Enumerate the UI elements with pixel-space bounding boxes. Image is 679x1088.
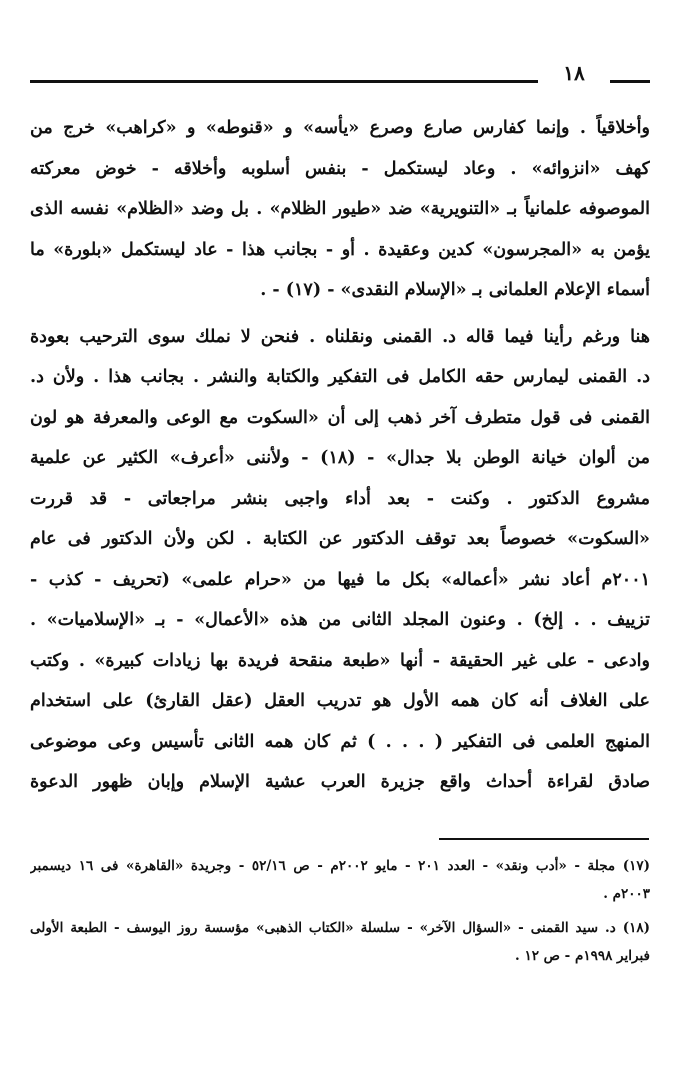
text-line: من ألوان خيانة الوطن بلا جدال» - (١٨) - ولأننى «أعرف» الكثير عن علمية [30, 448, 650, 468]
text-line: «السكوت» خصوصاً بعد توقف الدكتور عن الكتابة . لكن ولأن الدكتور فى عام [30, 529, 650, 549]
footnote-line: فبراير ١٩٩٨م - ص ١٢ . [515, 948, 650, 964]
text-line: وأخلاقياً . وإنما كفارس صارع وصرع «يأسه» و «قنوطه» و «كراهب» خرج من [30, 118, 650, 138]
text-line: تزييف . . إلخ) . وعنون المجلد الثانى من هذه «الأعمال» - بـ «الإسلاميات» . [30, 610, 650, 630]
footnote-18 [30, 914, 650, 970]
text-line: المنهج العلمى فى التفكير ( . . . ) ثم كان همه الثانى تأسيس وعى موضوعى [30, 731, 650, 752]
paragraph [30, 317, 650, 803]
footnote-17 [30, 852, 650, 908]
header-rule-short [610, 80, 650, 83]
text-line: الموصوفه علمانياً بـ «التنويرية» ضد «طيور الظلام» . بل وضد «الظلام» نفسه الذى [30, 199, 650, 219]
footnote-line: ٢٠٠٣م . [603, 886, 650, 902]
page-number: ١٨ [563, 61, 585, 85]
paragraph [30, 108, 650, 311]
text-line: القمنى فى قول متطرف آخر ذهب إلى أن «السكوت مع الوعى والمعرفة هو لون [30, 407, 650, 428]
footnote-line: (١٧) مجلة - «أدب ونقد» - العدد ٢٠١ - مايو ٢٠٠٢م - ص ٥٢/١٦ - وجريدة «القاهرة» فى ١٦ ديسمبر [30, 858, 650, 874]
text-line: أسماء الإعلام العلمانى بـ «الإسلام النقدى» - (١٧) - . [260, 280, 650, 300]
header-rule [30, 80, 538, 83]
footnote-line: (١٨) د. سيد القمنى - «السؤال الآخر» - سلسلة «الكتاب الذهبى» مؤسسة روز اليوسف - الطبعة الأولى [30, 920, 650, 936]
body-text [30, 108, 650, 803]
text-line: يؤمن به «المجرسون» كدين وعقيدة . أو - بجانب هذا - عاد ليستكمل «بلورة» ما [30, 239, 650, 260]
text-line: مشروع الدكتور . وكنت - بعد أداء واجبى بنشر مراجعاتى - قد قررت [30, 488, 650, 509]
page-header [30, 60, 650, 90]
footnote-separator [439, 838, 649, 840]
text-line: د. القمنى ليمارس حقه الكامل فى التفكير والكتابة والنشر . بجانب هذا . ولأن د. [30, 367, 650, 387]
text-line: ٢٠٠١م أعاد نشر «أعماله» بكل ما فيها من «حرام علمى» (تحريف - كذب - [30, 569, 650, 590]
text-line: هنا ورغم رأينا فيما قاله د. القمنى ونقلناه . فنحن لا نملك سوى الترحيب بعودة [30, 326, 650, 347]
text-line: صادق لقراءة أحداث واقع جزيرة العرب عشية الإسلام وإبان ظهور الدعوة [30, 772, 650, 792]
text-line: على الغلاف أنه كان همه الأول هو تدريب العقل (عقل القارئ) على استخدام [30, 691, 650, 711]
text-line: كهف «انزوائه» . وعاد ليستكمل - بنفس أسلوبه وأخلاقه - خوض معركته [30, 158, 650, 179]
text-line: وادعى - على غير الحقيقة - أنها «طبعة منقحة فريدة بها زيادات كبيرة» . وكتب [30, 650, 650, 671]
footnotes [30, 852, 650, 976]
